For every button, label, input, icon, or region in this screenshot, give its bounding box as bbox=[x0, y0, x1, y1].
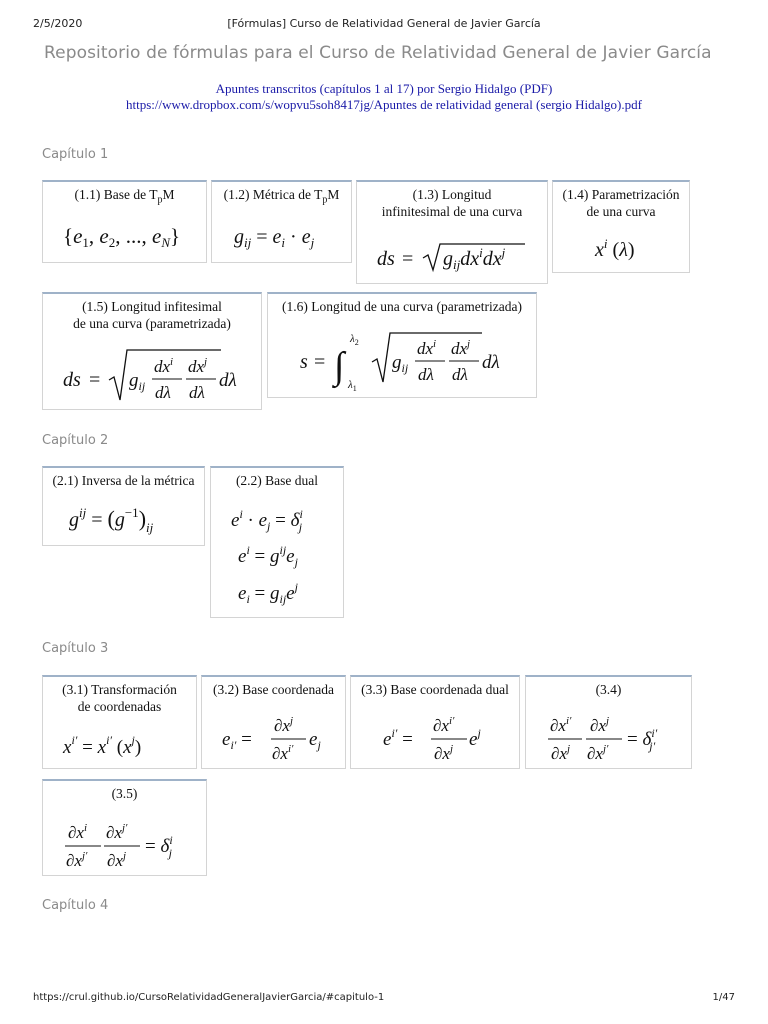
formula-card bbox=[42, 466, 205, 546]
svg-text:dxj: $dx^j$ bbox=[188, 356, 208, 376]
svg-text:=: = bbox=[402, 248, 414, 270]
formula-label: (3.2) Base coordenada bbox=[212, 682, 335, 697]
svg-text:∂xj: $\partial x^j$ bbox=[107, 850, 127, 870]
svg-text:∂xi′: $\partial x^{i'}$ bbox=[433, 715, 455, 735]
formula-label: (1.2) Métrica de $T_pM$ bbox=[223, 187, 340, 206]
formula-2-2 bbox=[211, 492, 345, 620]
chapter-heading: Capítulo 4 bbox=[42, 898, 109, 913]
svg-text:∂xj′: $\partial x^{j'}$ bbox=[66, 850, 88, 870]
formula-card bbox=[525, 675, 692, 769]
svg-text:∂xj: $\partial x^j$ bbox=[551, 743, 571, 763]
formula-label: (3.5) bbox=[111, 786, 138, 801]
svg-text:xi′ = xi′ (xj): $x^{i'} = x^{i'}$ $(x^j)$ bbox=[63, 733, 142, 758]
svg-text:λ2: $\lambda_2$ bbox=[350, 333, 359, 347]
svg-text:gij: $g_{ij}$ bbox=[392, 352, 409, 375]
notes-links bbox=[0, 81, 768, 113]
svg-text:∫: ∫ bbox=[334, 345, 345, 387]
formula-1-2 bbox=[212, 210, 353, 265]
print-date: 2/5/2020 bbox=[33, 17, 83, 30]
formula-label: (1.4) Parametrización de una curva bbox=[562, 187, 680, 219]
formula-3-3 bbox=[351, 699, 521, 771]
formula-card bbox=[356, 180, 548, 284]
svg-text:ei = gijej: $e_i = g_{ij}e^j$ bbox=[238, 580, 298, 606]
chapter-heading: Capítulo 2 bbox=[42, 433, 109, 448]
formula-1-5 bbox=[43, 338, 263, 412]
svg-text:=: = bbox=[314, 351, 326, 373]
svg-text:= δi′j′: = $\delta^{i'}$ j′ bbox=[627, 726, 658, 753]
svg-text:ei′ =: $e^{i'}$ = bbox=[383, 726, 413, 750]
formula-label: (1.3) Longitud infinitesimal de una curva bbox=[381, 187, 523, 219]
svg-text:gij: $g_{ij}$ bbox=[129, 370, 146, 393]
formula-card bbox=[267, 292, 537, 398]
formula-3-1 bbox=[43, 719, 198, 771]
formula-card bbox=[552, 180, 690, 273]
chapter-heading: Capítulo 3 bbox=[42, 641, 109, 656]
svg-text:dλ: dλ bbox=[155, 383, 171, 402]
svg-text:{e1, e2, ..., eN}: {e1, e2, ..., eN} bbox=[63, 224, 181, 250]
formula-label: (1.1) Base de $T_pM$ bbox=[74, 187, 175, 206]
svg-text:ej: $e^j$ bbox=[469, 726, 481, 750]
formula-label: (1.6) Longitud de una curva (parametrizada) bbox=[282, 299, 522, 314]
formula-3-4 bbox=[526, 699, 693, 771]
formula-label: (2.2) Base dual bbox=[235, 473, 319, 488]
svg-text:dxi: $dx^i$ bbox=[417, 338, 437, 358]
footer-url: https://crul.github.io/CursoRelatividadGeneralJavierGarcia/#capitulo-1 bbox=[33, 992, 385, 1003]
svg-text:∂xi′: $\partial x^{i'}$ bbox=[272, 743, 294, 763]
notes-link[interactable]: Apuntes transcritos (capítulos 1 al 17) por Sergio Hidalgo (PDF) bbox=[215, 81, 553, 96]
svg-text:gij = ei · ej: $g_{ij} = e_i \cdot e_j$ bbox=[234, 226, 315, 250]
svg-text:ej: $e_j$ bbox=[309, 729, 321, 752]
formula-1-1 bbox=[43, 210, 208, 265]
formula-card bbox=[42, 779, 207, 876]
formula-3-5 bbox=[43, 804, 208, 878]
formula-card bbox=[350, 675, 520, 769]
formula-card bbox=[210, 466, 344, 618]
svg-text:ei · ej = δij: $e^i \cdot e_j = \delta^i$ j bbox=[231, 507, 303, 534]
svg-text:∂xj′: $\partial x^{j'}$ bbox=[587, 743, 609, 763]
formula-1-6 bbox=[268, 316, 538, 398]
svg-text:ei′ =: $e_{i'}$ = bbox=[222, 729, 252, 752]
svg-text:ds: ds bbox=[377, 248, 395, 270]
page-number: 1/47 bbox=[712, 992, 735, 1003]
svg-text:gijdxidxj: $g_{ij}dx^idx^j$ bbox=[443, 245, 506, 272]
svg-text:xi (λ): $x^i$ (λ) bbox=[595, 236, 635, 261]
svg-text:dλ: dλ bbox=[452, 365, 468, 384]
formula-2-1 bbox=[43, 492, 206, 548]
page-title: Repositorio de fórmulas para el Curso de Relatividad General de Javier García bbox=[44, 43, 712, 63]
svg-text:= δij: = $\delta^i$ j bbox=[145, 833, 173, 860]
formula-card bbox=[201, 675, 346, 769]
formula-3-2 bbox=[202, 699, 347, 771]
svg-text:∂xi′: $\partial x^{i'}$ bbox=[550, 715, 572, 735]
svg-text:ds: ds bbox=[63, 369, 81, 391]
svg-text:dxj: $dx^j$ bbox=[451, 338, 471, 358]
print-title: [Fórmulas] Curso de Relatividad General de Javier García bbox=[227, 17, 541, 30]
svg-text:s: s bbox=[300, 351, 308, 373]
formula-label: (3.1) Transformación de coordenadas bbox=[62, 682, 177, 714]
chapter-heading: Capítulo 1 bbox=[42, 147, 109, 162]
svg-text:∂xj′: $\partial x^{j'}$ bbox=[106, 822, 128, 842]
svg-text:∂xi: $\partial x^i$ bbox=[68, 822, 88, 842]
svg-text:dλ: dλ bbox=[482, 352, 500, 373]
notes-url-link[interactable]: https://www.dropbox.com/s/wopvu5soh8417jg/Apuntes de relatividad general (sergio Hidalgo).pdf bbox=[126, 97, 642, 112]
svg-text:∂xj: $\partial x^j$ bbox=[590, 715, 610, 735]
formula-label: (1.5) Longitud infitesimal de una curva (parametrizada) bbox=[73, 299, 231, 331]
formula-label: (2.1) Inversa de la métrica bbox=[52, 473, 195, 488]
formula-card bbox=[42, 675, 197, 769]
svg-text:dλ: dλ bbox=[418, 365, 434, 384]
formula-card bbox=[42, 292, 262, 410]
svg-text:ei = gijej: $e^i = g^{ij}e_j$ bbox=[238, 543, 298, 569]
svg-text:dλ: dλ bbox=[219, 370, 237, 391]
svg-text:∂xj: $\partial x^j$ bbox=[434, 743, 454, 763]
formula-label: (3.4) bbox=[595, 682, 622, 697]
svg-text:dλ: dλ bbox=[189, 383, 205, 402]
svg-text:dxi: $dx^i$ bbox=[154, 356, 174, 376]
formula-1-3 bbox=[357, 226, 549, 286]
svg-text:λ1: $\lambda_1$ bbox=[348, 379, 357, 393]
formula-card bbox=[42, 180, 207, 263]
svg-text:=: = bbox=[89, 369, 101, 391]
formula-label: (3.3) Base coordenada dual bbox=[361, 682, 509, 697]
formula-1-4 bbox=[553, 226, 691, 281]
formula-card bbox=[211, 180, 352, 263]
svg-text:∂xj: $\partial x^j$ bbox=[274, 715, 294, 735]
svg-text:gij = (g−1)ij: $g^{ij} = (g^{-1})_{ij}$ bbox=[69, 505, 154, 535]
